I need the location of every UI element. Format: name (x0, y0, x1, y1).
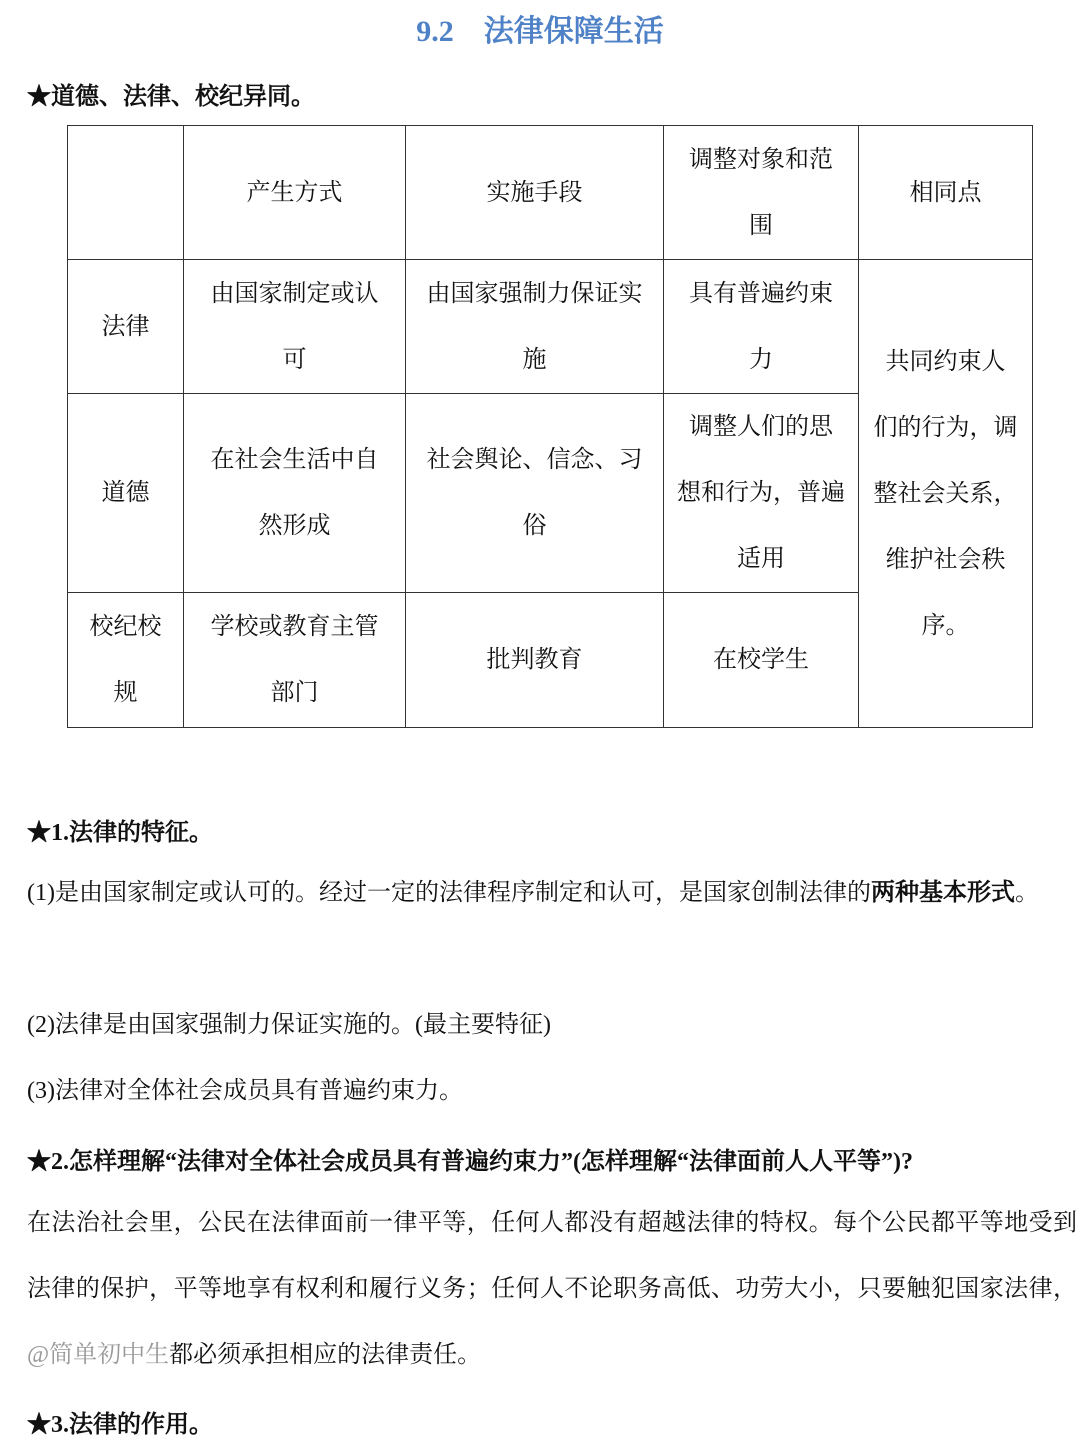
page-title: 9.2 法律保障生活 (416, 15, 664, 48)
cell-means: 社会舆论、信念、习 俗 (406, 394, 664, 593)
cell-means: 批判教育 (406, 593, 664, 728)
header-cell: 相同点 (859, 126, 1033, 260)
cell-scope: 在校学生 (664, 593, 859, 728)
cell-common: 共同约束人 们的行为，调 整社会关系， 维护社会秩 序。 (859, 260, 1033, 728)
paragraph: (1)是由国家制定或认可的。经过一定的法律程序制定和认可，是国家创制法律的两种基本形式。 (27, 880, 1039, 906)
paragraph: (2)法律是由国家强制力保证实施的。(最主要特征) (27, 1012, 551, 1038)
paragraph: (3)法律对全体社会成员具有普遍约束力。 (27, 1078, 463, 1104)
table-row (68, 260, 1033, 394)
paragraph: 在法治社会里，公民在法律面前一律平等，任何人都没有超越法律的特权。每个公民都平等地受到法律的保护，平等地享有权利和履行义务；任何人不论职务高低、功劳大小，只要触犯国家法律，@简单初中生都必须承担相应的法律责任。 (27, 1210, 1077, 1368)
header-cell (68, 126, 184, 260)
watermark: @简单初中生 (27, 1342, 170, 1368)
header-cell: 调整对象和范 围 (664, 126, 859, 260)
header-cell: 产生方式 (184, 126, 406, 260)
section3-heading: ★3.法律的作用。 (27, 1412, 213, 1438)
row-name: 法律 (68, 260, 184, 394)
cell-means: 由国家强制力保证实 施 (406, 260, 664, 394)
cell-origin: 学校或教育主管 部门 (184, 593, 406, 728)
row-name: 道德 (68, 394, 184, 593)
cell-scope: 具有普遍约束 力 (664, 260, 859, 394)
cell-origin: 由国家制定或认 可 (184, 260, 406, 394)
row-name: 校纪校 规 (68, 593, 184, 728)
section1-heading: ★1.法律的特征。 (27, 820, 213, 846)
section2-heading: ★2.怎样理解“法律对全体社会成员具有普遍约束力”(怎样理解“法律面前人人平等”)? (27, 1149, 913, 1175)
cell-scope: 调整人们的思 想和行为，普遍 适用 (664, 394, 859, 593)
header-cell: 实施手段 (406, 126, 664, 260)
cell-origin: 在社会生活中自 然形成 (184, 394, 406, 593)
table-header-row (68, 126, 1033, 260)
table-heading: ★道德、法律、校纪异同。 (27, 84, 315, 110)
comparison-table (67, 125, 1033, 728)
